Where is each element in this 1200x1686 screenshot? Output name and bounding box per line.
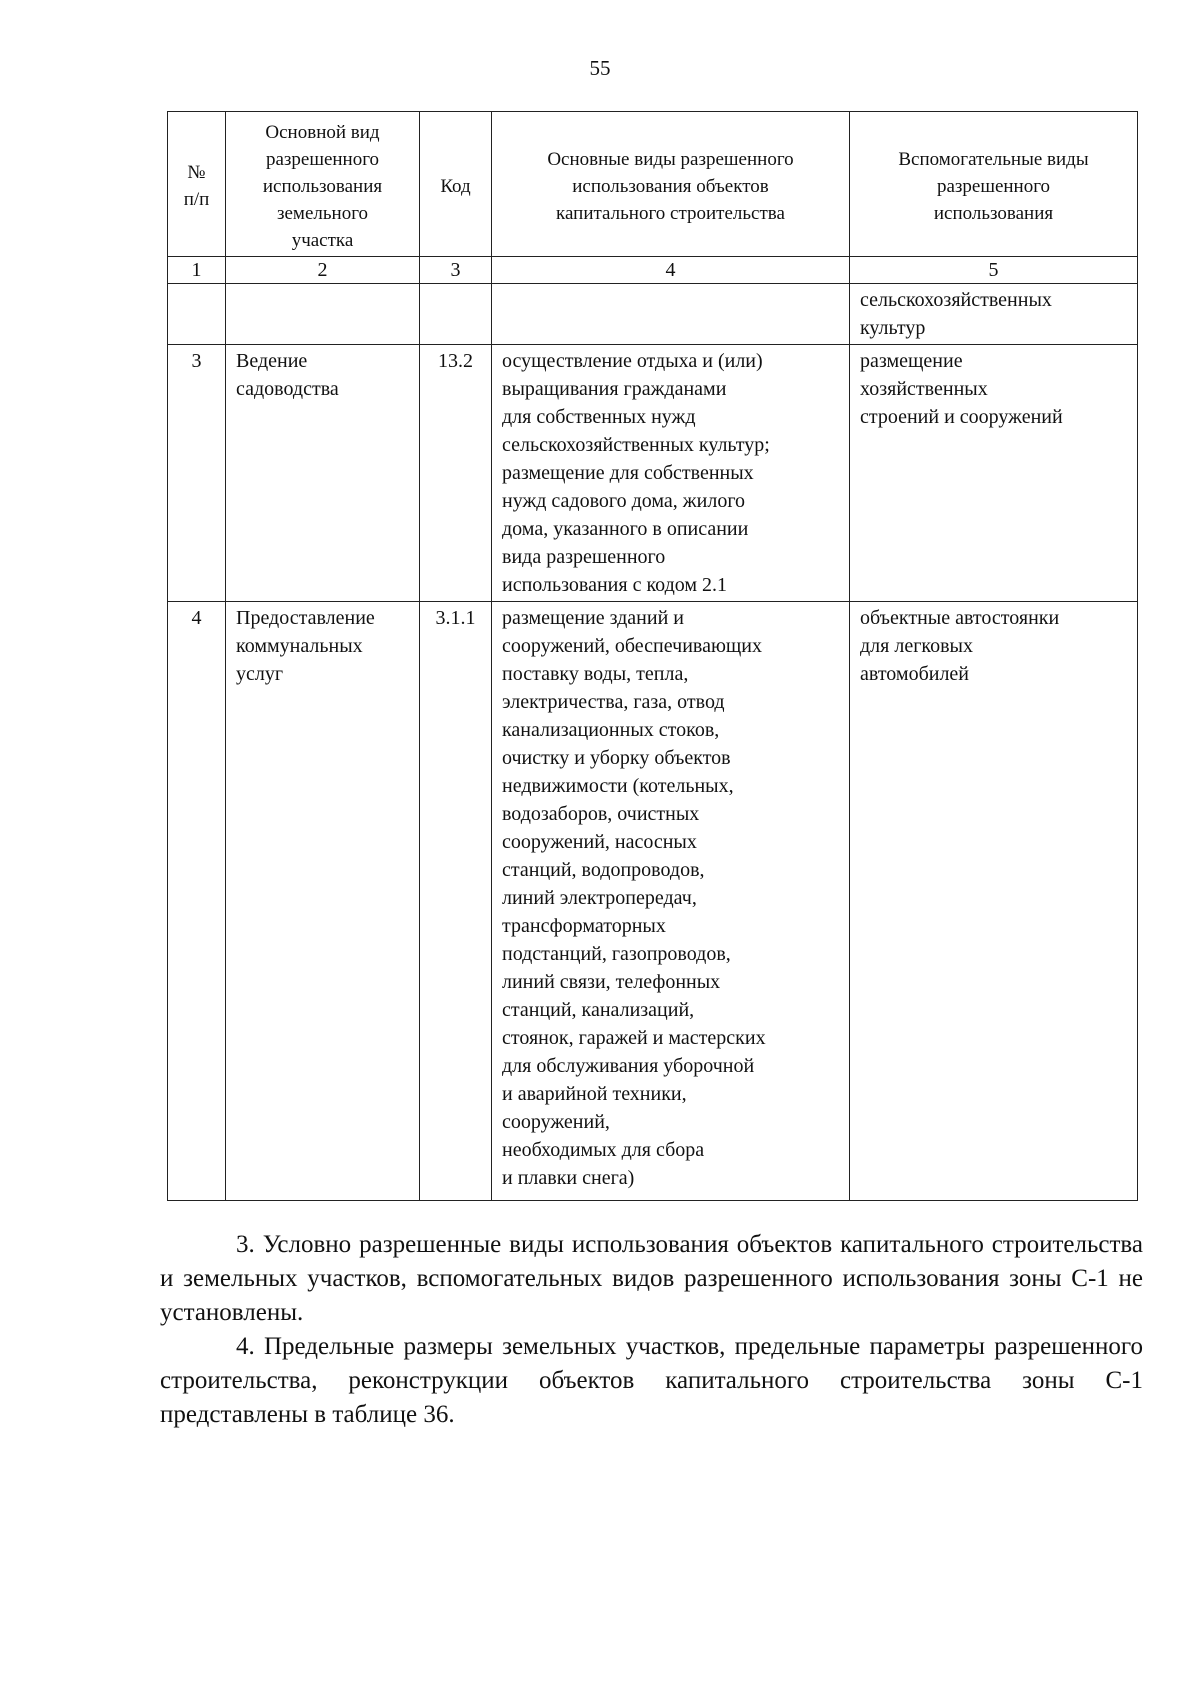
auxiliary-uses-cell <box>850 345 1138 602</box>
cell-line: участка <box>291 229 354 251</box>
column-number: 5 <box>850 257 1138 284</box>
cell-line: необходимых для сбора <box>502 1139 705 1161</box>
cell-line: линий электропередач, <box>502 887 697 909</box>
cell-line: капитального строительства <box>556 202 785 224</box>
header-cell-main-use <box>226 112 420 257</box>
cell-line: сооружений, <box>502 1111 610 1133</box>
cell-line: подстанций, газопроводов, <box>502 943 731 965</box>
cell-line: использования <box>262 175 383 197</box>
header-cell-code <box>420 112 492 257</box>
main-use-cell <box>226 345 420 602</box>
table-row <box>168 602 1138 1201</box>
cell-line: электричества, газа, отвод <box>502 691 725 713</box>
cell-line: дома, указанного в описании <box>502 518 749 540</box>
cell-line: трансформаторных <box>502 915 666 937</box>
capital-uses-cell <box>492 284 850 345</box>
cell-line: сельскохозяйственных культур; <box>502 434 770 456</box>
cell-line: разрешенного <box>265 148 380 170</box>
row-number <box>168 284 226 345</box>
cell-line: Ведение <box>236 350 308 372</box>
cell-line: сооружений, обеспечивающих <box>502 635 762 657</box>
table-row <box>168 345 1138 602</box>
cell-line: коммунальных <box>236 635 363 657</box>
cell-line: осуществление отдыха и (или) <box>502 350 763 372</box>
cell-line: объектные автостоянки <box>860 607 1060 629</box>
column-number: 1 <box>168 257 226 284</box>
cell-line: недвижимости (котельных, <box>502 775 734 797</box>
cell-line: размещение зданий и <box>502 607 684 629</box>
cell-line: использования объектов <box>572 175 769 197</box>
cell-line: стоянок, гаражей и мастерских <box>502 1027 766 1049</box>
cell-line: выращивания гражданами <box>502 378 727 400</box>
column-number: 4 <box>492 257 850 284</box>
code-cell <box>420 284 492 345</box>
paragraph-text: 4. Предельные размеры земельных участков, предельные параметры разрешенного строительства, реконструкции объектов капитального строительства зоны С-1 представлены в таблице 36. <box>160 1333 1143 1428</box>
cell-line: земельного <box>276 202 369 224</box>
cell-line: для обслуживания уборочной <box>502 1055 755 1077</box>
cell-line: линий связи, телефонных <box>502 971 721 993</box>
cell-line: и плавки снега) <box>502 1167 635 1189</box>
cell-line: размещение <box>860 350 963 372</box>
cell-line: автомобилей <box>860 663 970 685</box>
cell-line: вида разрешенного <box>502 546 666 568</box>
row-number: 3 <box>168 345 226 602</box>
table-header-row <box>168 112 1138 257</box>
cell-line: Вспомогательные виды <box>898 148 1089 170</box>
cell-line: садоводства <box>236 378 339 400</box>
header-cell-number <box>168 112 226 257</box>
cell-line: очистку и уборку объектов <box>502 747 731 769</box>
cell-line: использования с кодом 2.1 <box>502 574 728 596</box>
cell-line: использования <box>933 202 1054 224</box>
cell-line: культур <box>860 317 926 339</box>
auxiliary-uses-cell <box>850 602 1138 1201</box>
cell-line: поставку воды, тепла, <box>502 663 689 685</box>
main-use-cell <box>226 284 420 345</box>
cell-line: разрешенного <box>936 175 1051 197</box>
cell-line: размещение для собственных <box>502 462 754 484</box>
cell-line: № <box>187 162 206 183</box>
table-row <box>168 284 1138 345</box>
paragraph-size-limits <box>160 1330 1143 1432</box>
cell-line: строений и сооружений <box>860 406 1063 428</box>
header-cell-capital-uses <box>492 112 850 257</box>
row-number: 4 <box>168 602 226 1201</box>
cell-line: Основные виды разрешенного <box>547 148 794 170</box>
code-cell: 13.2 <box>420 345 492 602</box>
cell-line: станций, водопроводов, <box>502 859 705 881</box>
page-number: 55 <box>589 56 611 80</box>
cell-line: услуг <box>236 663 284 685</box>
cell-line: Предоставление <box>236 607 375 629</box>
cell-line: водозаборов, очистных <box>502 803 700 825</box>
auxiliary-uses-cell <box>850 284 1138 345</box>
cell-line: Код <box>440 175 471 197</box>
cell-line: нужд садового дома, жилого <box>502 490 746 512</box>
main-use-cell <box>226 602 420 1201</box>
column-number: 3 <box>420 257 492 284</box>
cell-line: сооружений, насосных <box>502 831 697 853</box>
cell-line: п/п <box>183 189 210 210</box>
capital-uses-cell <box>492 345 850 602</box>
cell-line: для собственных нужд <box>502 406 696 428</box>
code-cell: 3.1.1 <box>420 602 492 1201</box>
cell-line: канализационных стоков, <box>502 719 720 741</box>
paragraph-text: 3. Условно разрешенные виды использования объектов капитального строительства и земельных участков, вспомогательных видов разрешенного использования зоны С-1 не установлены. <box>160 1231 1143 1326</box>
column-number-row <box>168 257 1138 284</box>
cell-line: сельскохозяйственных <box>860 289 1052 311</box>
cell-line: для легковых <box>860 635 973 657</box>
cell-line: станций, канализаций, <box>502 999 695 1021</box>
cell-line: Основной вид <box>265 121 380 143</box>
column-number: 2 <box>226 257 420 284</box>
cell-line: хозяйственных <box>860 378 988 400</box>
permitted-use-table <box>167 111 1138 1201</box>
cell-line: и аварийной техники, <box>502 1083 687 1105</box>
header-cell-auxiliary-uses <box>850 112 1138 257</box>
capital-uses-cell <box>492 602 850 1201</box>
paragraph-conditional-uses <box>160 1228 1143 1330</box>
